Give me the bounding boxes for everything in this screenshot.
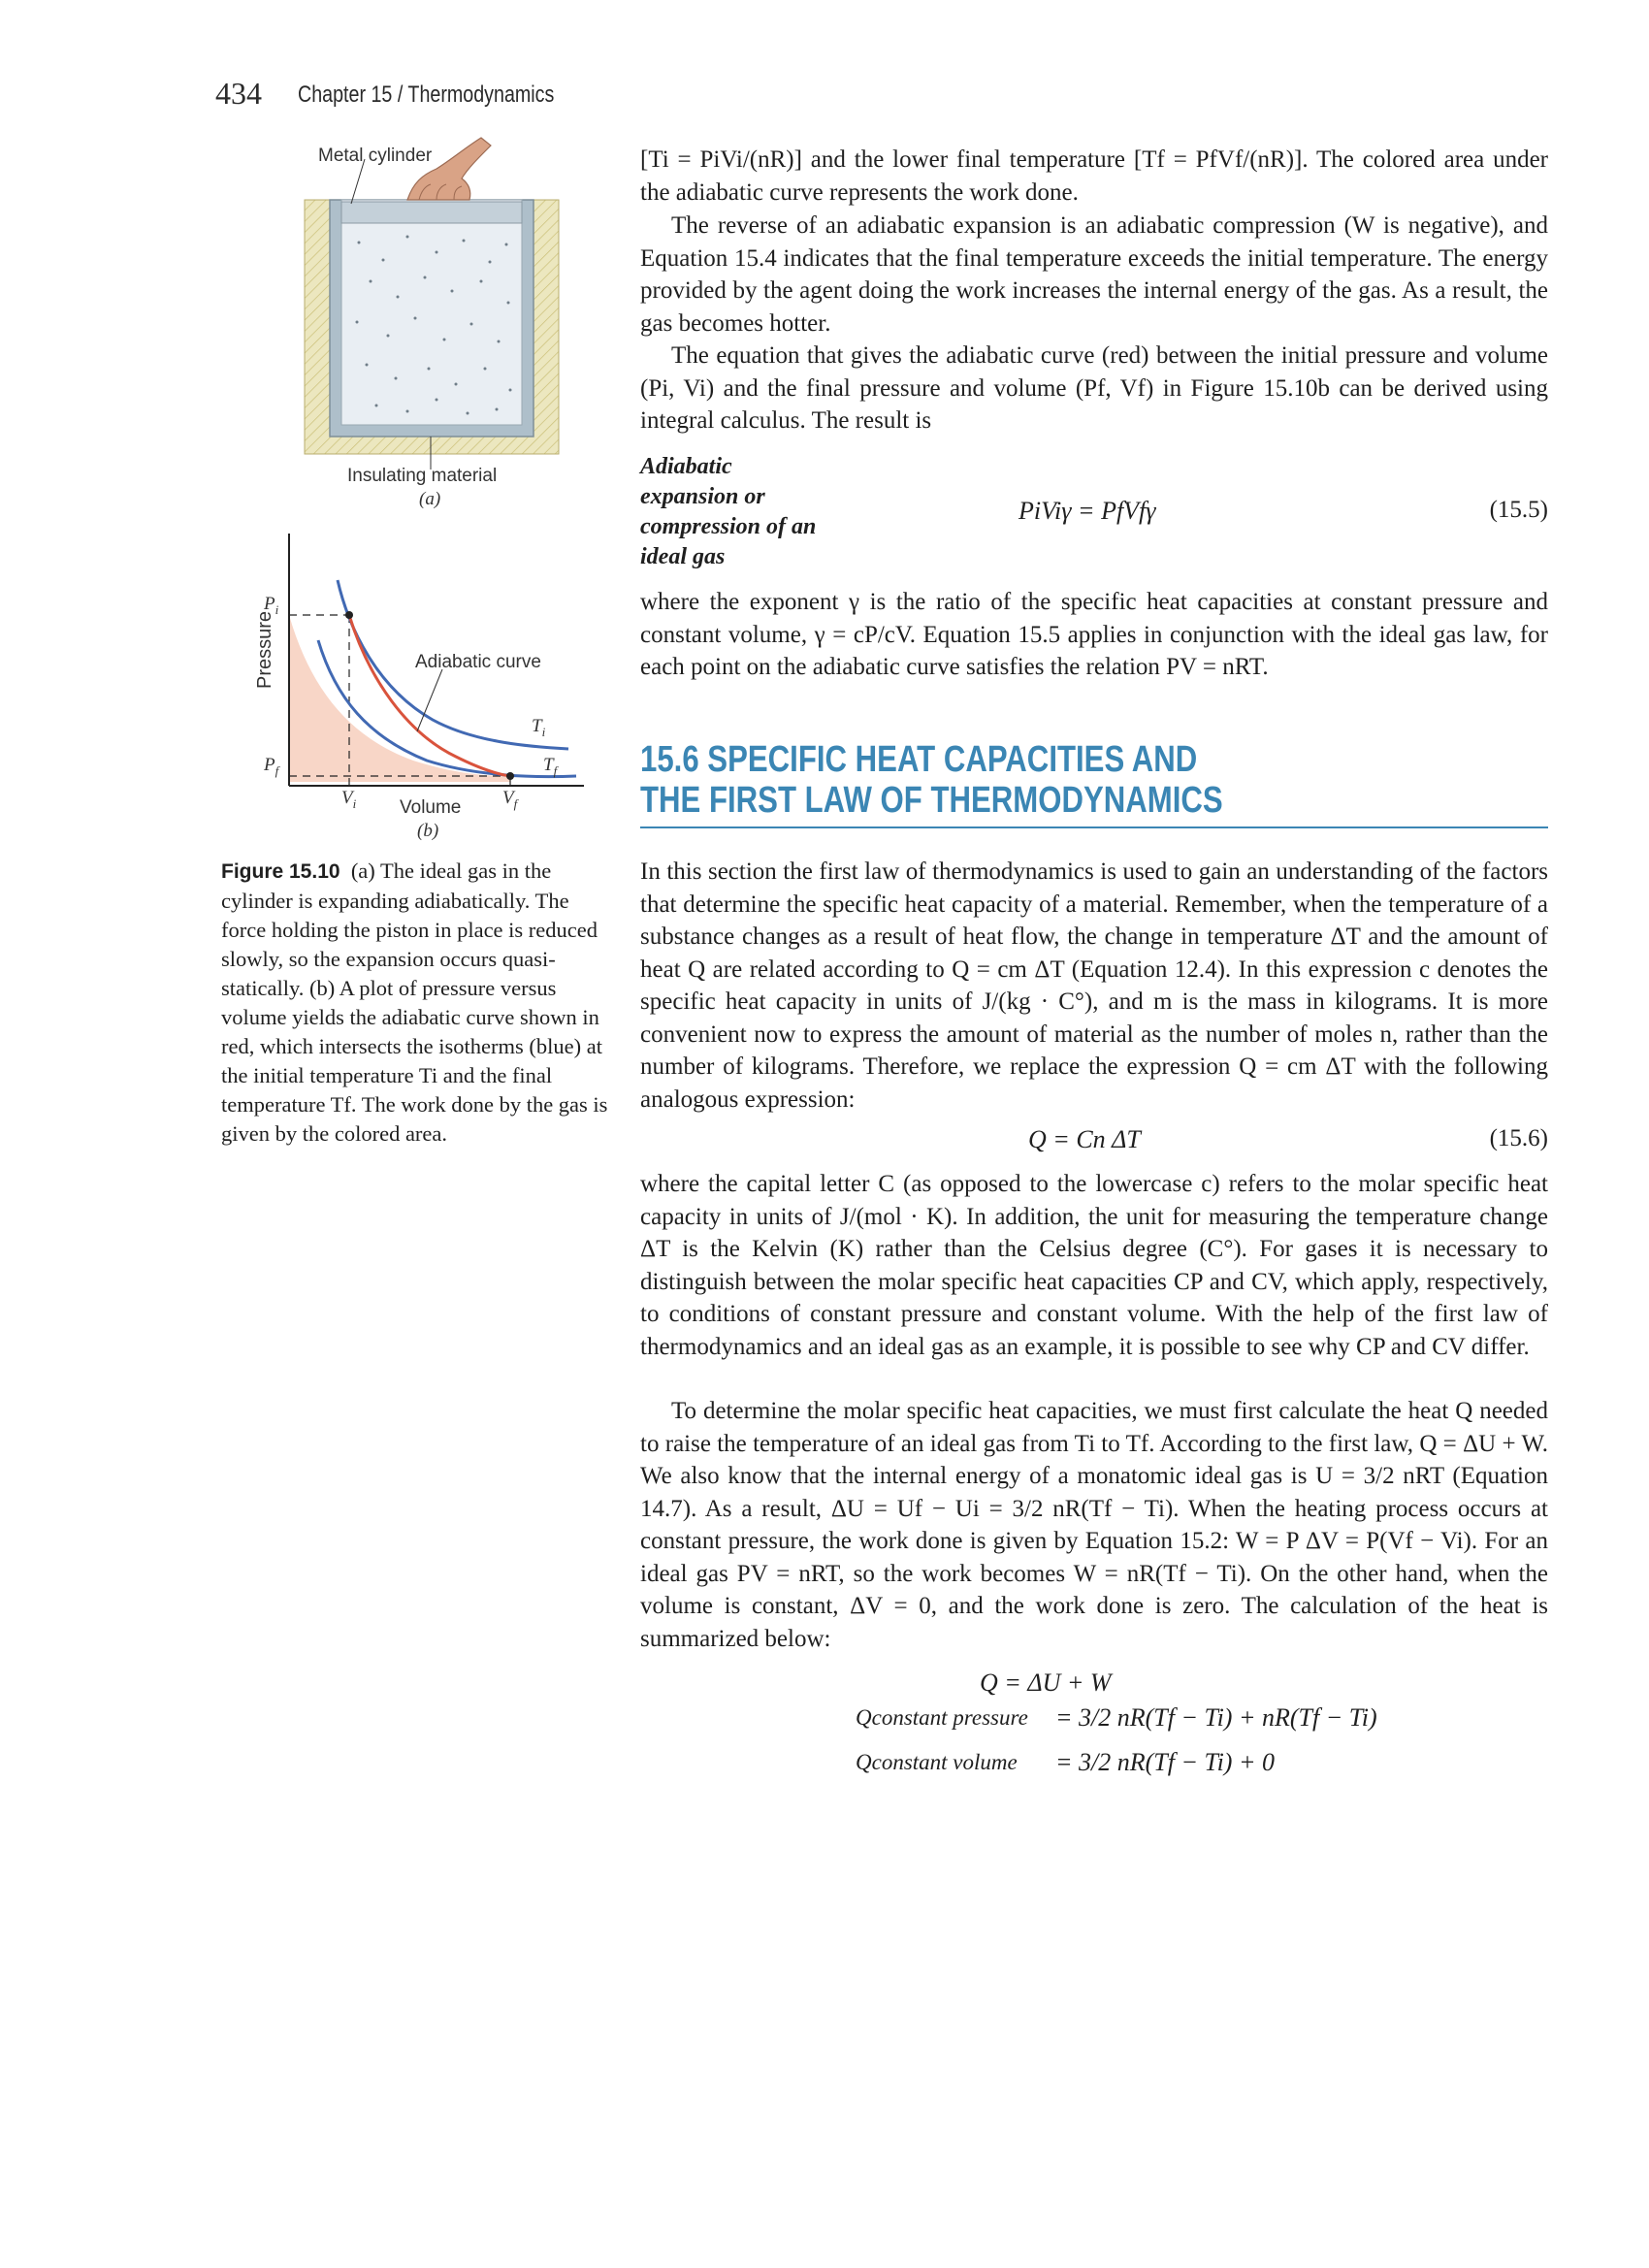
- work-area-fill: [289, 615, 510, 782]
- insulating-material-label: Insulating material: [347, 466, 498, 486]
- section-rule: [640, 826, 1548, 828]
- section-heading: [640, 739, 1356, 821]
- page-number: 434: [215, 76, 262, 111]
- metal-cylinder-label: Metal cylinder: [318, 146, 433, 166]
- tf-label: $T_f$: [543, 755, 558, 778]
- equation-15-6-number: (15.6): [1489, 1125, 1548, 1151]
- pressure-axis-label: Pressure: [254, 610, 275, 689]
- equation-15-6: Q = Cn ΔT: [1028, 1125, 1141, 1153]
- paragraph-6: where the capital letter C (as opposed to the lowercase c) refers to the molar specific heat capacity in units of J/(mol · K). In addition, the unit for measuring the temperature change ΔT is the Kelvin (K) rather than the Celsius degree (C°). For gases it is necessary to distinguish between the molar specific heat capacities CP and CV, which apply, respectively, to conditions of constant pressure and constant volume. With the help of the first law of thermodynamics and an ideal gas as an example, it is possible to see why CP and CV differ.: [640, 1171, 1548, 1360]
- equation-summary-3-rhs: = 3/2 nR(Tf − Ti) + 0: [1055, 1748, 1275, 1776]
- section-heading-line-1: 15.6 SPECIFIC HEAT CAPACITIES AND: [640, 739, 1198, 780]
- paragraph-3: The equation that gives the adiabatic curve (red) between the initial pressure and volume (Pi, Vi) and the final pressure and volume (Pf, Vf) in Figure 15.10b can be derived using integral calculus. The result is: [640, 342, 1548, 434]
- vf-label: $V_f$: [502, 788, 518, 811]
- figure-caption: [221, 857, 613, 1149]
- equation-summary-1: Q = ΔU + W: [980, 1669, 1112, 1697]
- ti-label: $T_i$: [532, 716, 546, 739]
- pf-label: $P_f$: [264, 755, 279, 778]
- equation-summary-2-rhs: = 3/2 nR(Tf − Ti) + nR(Tf − Ti): [1055, 1703, 1377, 1732]
- paragraph-2: The reverse of an adiabatic expansion is an adiabatic compression (W is negative), and Equation 15.4 indicates that the final temperature exceeds the initial temperature. The energy provided by the agent doing the work increases the internal energy of the gas. As a result, the gas becomes hotter.: [640, 212, 1548, 337]
- equation-summary-3-lhs: Qconstant volume: [856, 1750, 1018, 1774]
- paragraph-7: To determine the molar specific heat capacities, we must first calculate the heat Q needed to raise the temperature of an ideal gas from Ti to Tf. According to the first law, Q = ΔU + W. We also know that the internal energy of a monatomic ideal gas is U = 3/2 nRT (Equation 14.7). As a result, ΔU = Uf − Ui = 3/2 nR(Tf − Ti). When the heating process occurs at constant pressure, the work done is given by Equation 15.2: W = P ΔV = P(Vf − Vi). For an ideal gas PV = nRT, so the work becomes W = nR(Tf − Ti). On the other hand, when the volume is constant, ΔV = 0, and the work done is zero. The calculation of the heat is summarized below:: [640, 1398, 1548, 1652]
- figure-caption-text: (a) The ideal gas in the cylinder is expanding adiabatically. The force holding the piston in place is reduced slowly, so the expansion occurs quasi-statically. (b) A plot of pressure versus volume yields the adiabatic curve shown in red, which intersects the isotherms (blue) at the initial temperature Ti and the final temperature Tf. The work done by the gas is given by the colored area.: [221, 859, 608, 1146]
- adiabatic-curve-label: Adiabatic curve: [415, 652, 541, 672]
- initial-state-point: [345, 611, 353, 619]
- figure-part-a-tag: (a): [419, 489, 441, 509]
- volume-axis-label: Volume: [400, 797, 462, 818]
- vi-label: $V_i$: [341, 788, 357, 811]
- piston: [341, 202, 522, 223]
- paragraph-1: [Ti = PiVi/(nR)] and the lower final temperature [Tf = PfVf/(nR)]. The colored area under the adiabatic curve represents the work done.: [640, 146, 1548, 206]
- pi-label: $P_i$: [264, 594, 279, 617]
- running-head: Chapter 15 / Thermodynamics: [298, 81, 555, 108]
- gas-chamber: [341, 200, 522, 425]
- margin-note: Adiabatic expansion or compression of an ideal gas: [640, 454, 817, 569]
- section-heading-line-2: THE FIRST LAW OF THERMODYNAMICS: [640, 780, 1223, 821]
- equation-summary-2-lhs: Qconstant pressure: [856, 1705, 1028, 1730]
- figure-part-b-tag: (b): [417, 821, 439, 841]
- figure-label: Figure 15.10: [221, 860, 340, 883]
- paragraph-4: where the exponent γ is the ratio of the specific heat capacities at constant pressure and constant volume, γ = cP/cV. Equation 15.5 applies in conjunction with the ideal gas law, for each point on the adiabatic curve satisfies the relation PV = nRT.: [640, 589, 1548, 680]
- equation-15-5-number: (15.5): [1489, 497, 1548, 523]
- final-state-point: [506, 772, 514, 780]
- paragraph-5: In this section the first law of thermodynamics is used to gain an understanding of the factors that determine the specific heat capacity of a material. Remember, when the temperature of a substance changes as a result of heat flow, the change in temperature ΔT and the amount of heat Q are related according to Q = cm ΔT (Equation 12.4). In this expression c denotes the specific heat capacity in units of J/(kg · C°), and m is the mass in kilograms. It is more convenient now to express the amount of material as the number of moles n, rather than the number of kilograms. Therefore, we replace the expression Q = cm ΔT with the following analogous expression:: [640, 859, 1548, 1113]
- equation-15-5: PiViγ = PfVfγ: [1018, 497, 1156, 525]
